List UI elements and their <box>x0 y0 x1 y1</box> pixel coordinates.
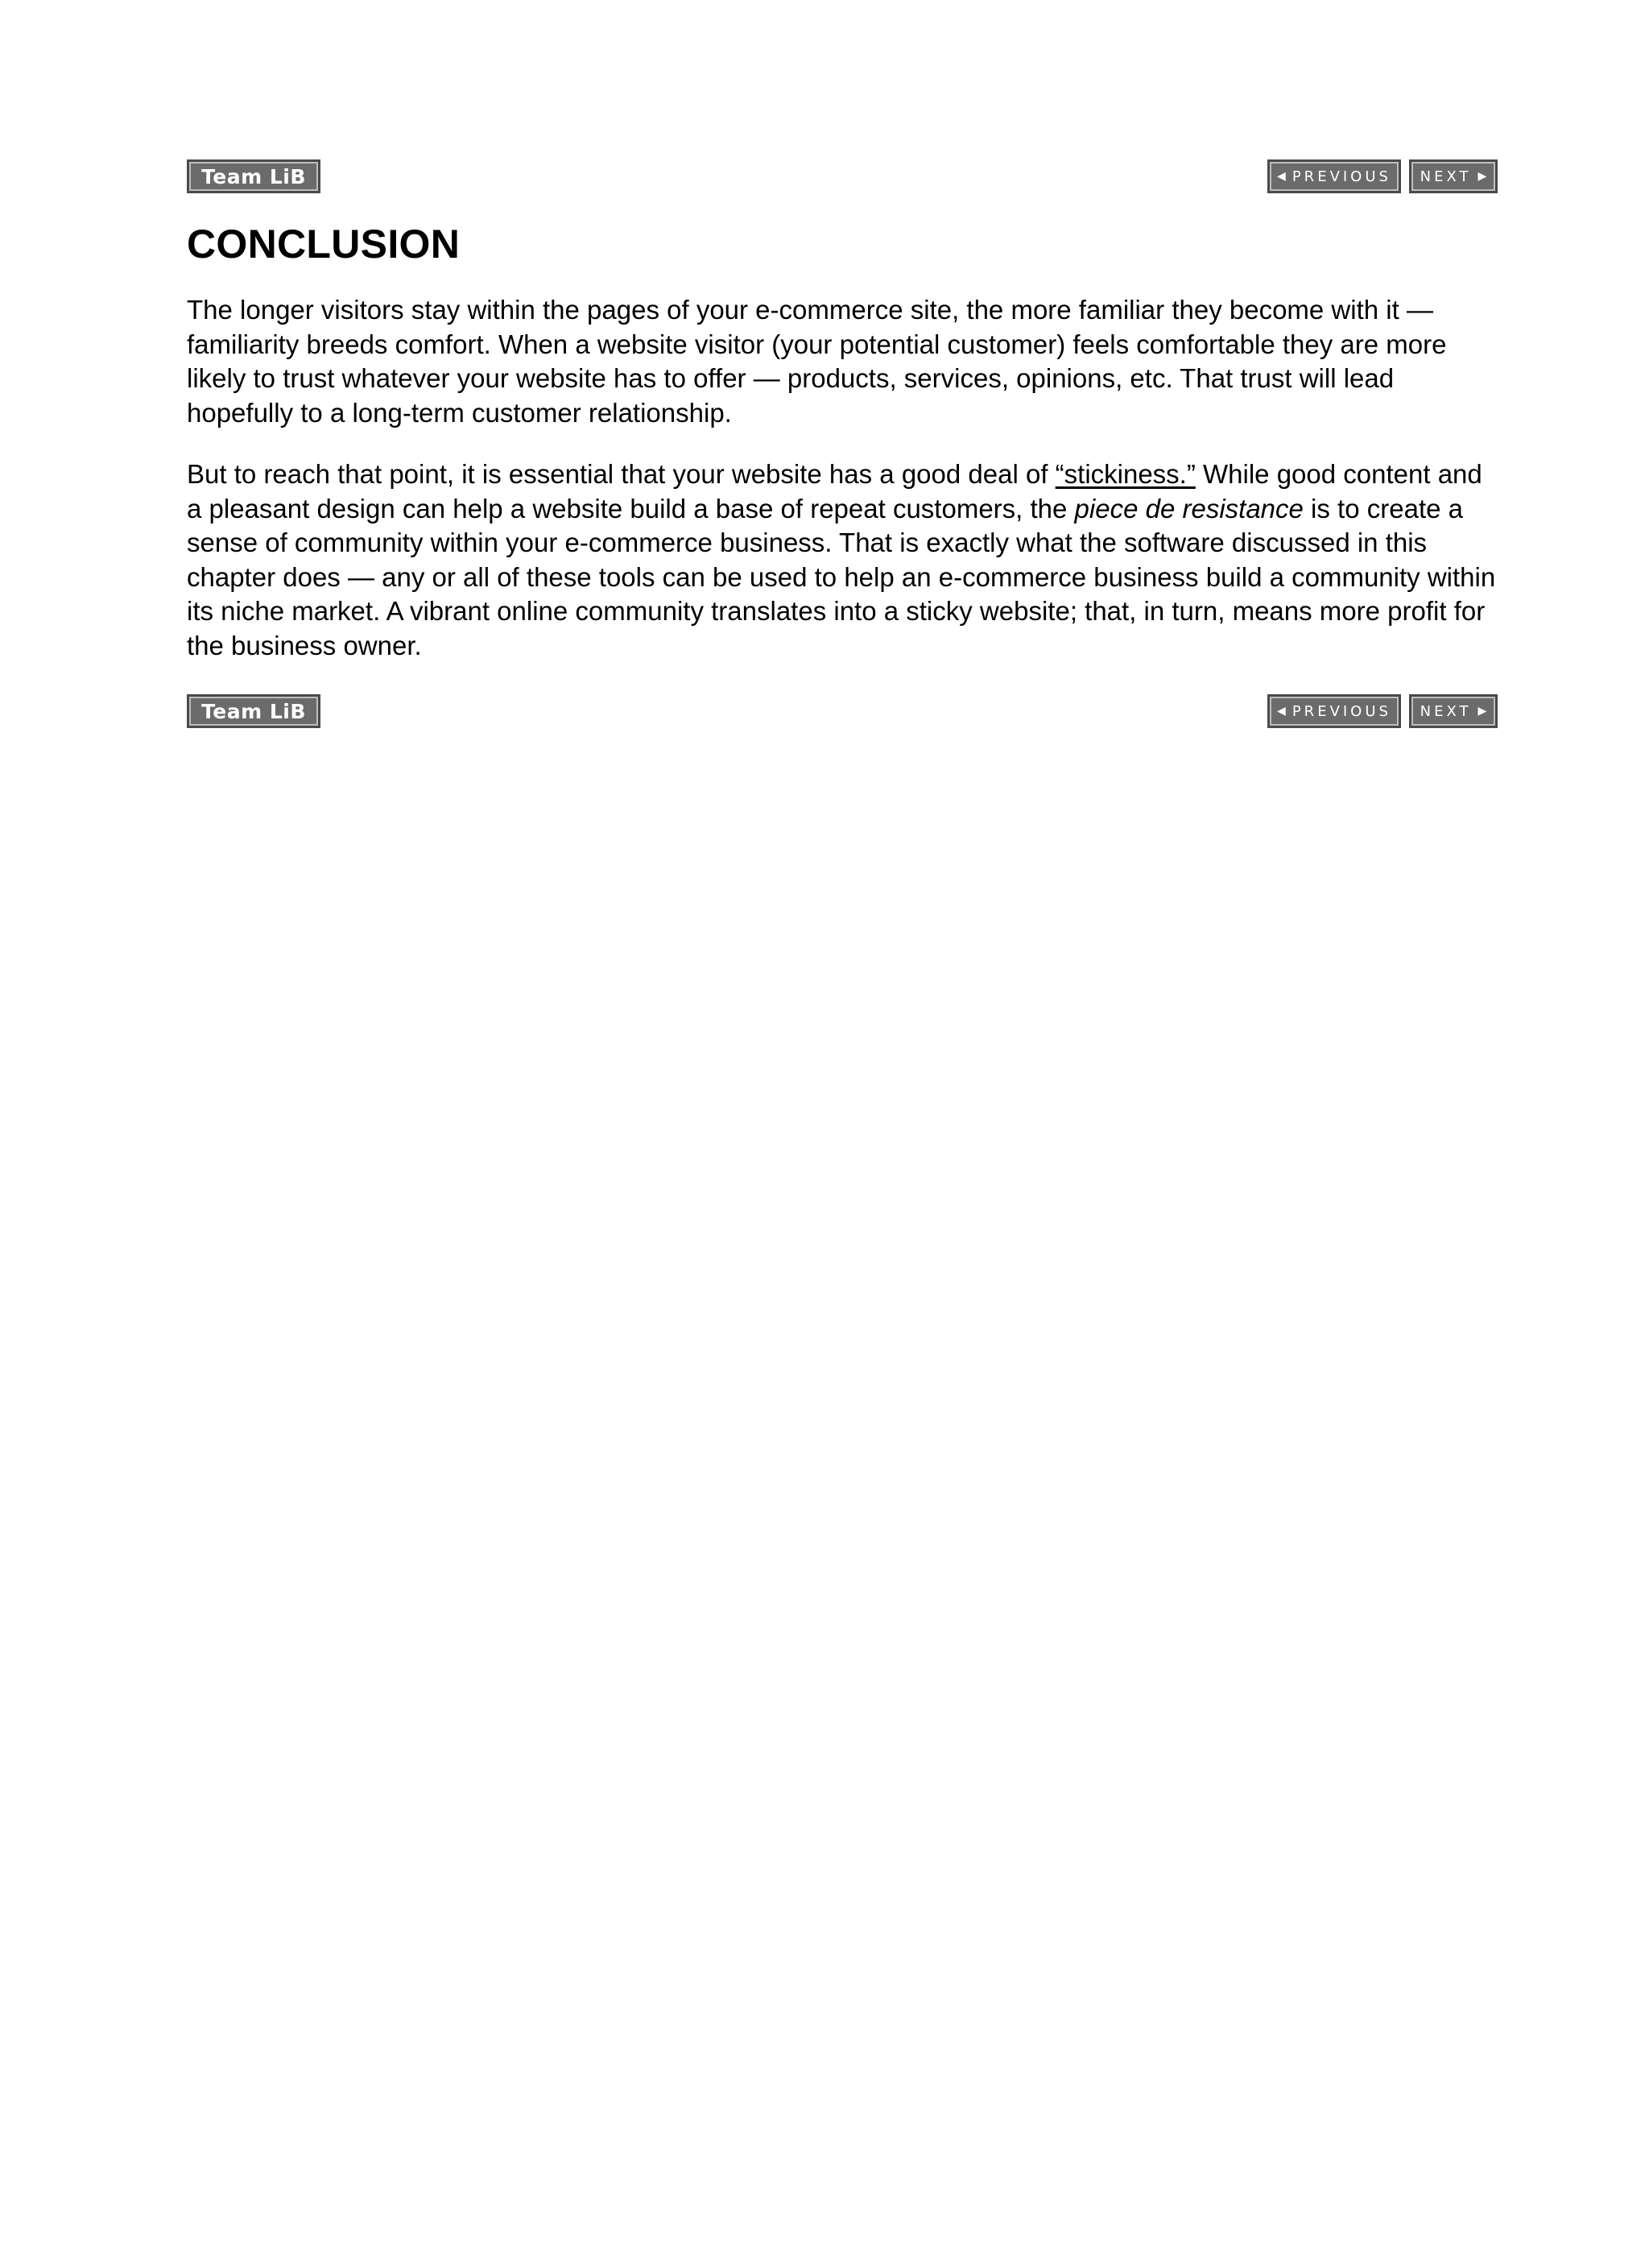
top-pager <box>1267 159 1498 193</box>
right-triangle-icon: ▶ <box>1477 170 1487 183</box>
team-lib-logo: Team LiB <box>187 694 320 728</box>
previous-label: PREVIOUS <box>1292 702 1391 720</box>
paragraph-2-text-b: While good content and a pleasant design can help a website build a base of repeat customers, the <box>187 459 1482 524</box>
previous-button[interactable] <box>1267 159 1401 193</box>
next-label: NEXT <box>1420 168 1472 185</box>
paragraph-2-text-a: But to reach that point, it is essential that your website has a good deal of <box>187 459 1056 489</box>
bottom-pager <box>1267 694 1498 728</box>
document-page <box>187 159 1498 723</box>
previous-button[interactable] <box>1267 694 1401 728</box>
next-button[interactable] <box>1409 159 1498 193</box>
next-label: NEXT <box>1420 702 1472 720</box>
next-button[interactable] <box>1409 694 1498 728</box>
left-triangle-icon: ◀ <box>1277 170 1286 183</box>
top-navigation-bar <box>187 159 1498 193</box>
team-lib-logo: Team LiB <box>187 159 320 193</box>
stickiness-link[interactable]: “stickiness.” <box>1055 459 1196 489</box>
paragraph-2 <box>187 457 1498 663</box>
section-heading: CONCLUSION <box>187 221 461 267</box>
paragraph-2-text-c: is to create a sense of community within your e-commerce business. That is exactly what the software discussed in this chapter does — any or all of these tools can be used to help an e-commerce business build a community within its niche market. A vibrant online community translates into a sticky website; that, in turn, means more profit for the business owner. <box>187 493 1496 660</box>
previous-label: PREVIOUS <box>1292 168 1391 185</box>
paragraph-1: The longer visitors stay within the pages of your e-commerce site, the more familiar they become with it — familiarity breeds comfort. When a website visitor (your potential customer) feels comfortable they are more likely to trust whatever your website has to offer — products, services, opinions, etc. That trust will lead hopefully to a long-term customer relationship. <box>187 295 1447 428</box>
bottom-navigation-bar <box>187 694 1498 728</box>
left-triangle-icon: ◀ <box>1277 705 1286 718</box>
right-triangle-icon: ▶ <box>1477 705 1487 718</box>
italic-phrase: piece de resistance <box>1074 493 1304 524</box>
